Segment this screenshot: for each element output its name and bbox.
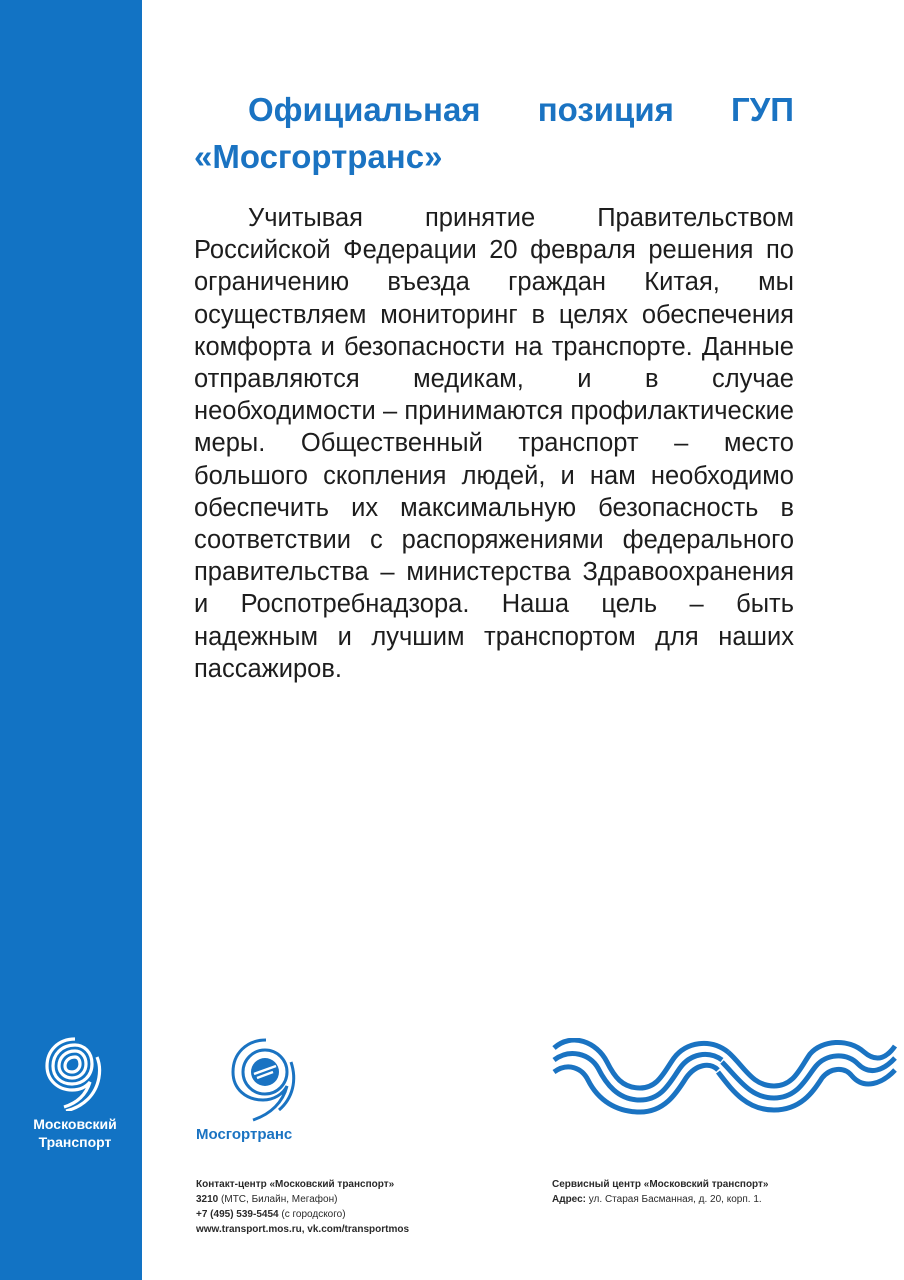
mosgortrans-logo-icon bbox=[196, 1036, 336, 1126]
moscow-transport-logo bbox=[20, 1035, 130, 1151]
contact-center-block bbox=[196, 1177, 409, 1237]
document-title bbox=[194, 86, 794, 180]
short-phone: 3210 bbox=[196, 1194, 219, 1205]
mosgortrans-logo-text: Мосгортранс bbox=[196, 1126, 293, 1143]
city-phone: +7 (495) 539-5454 bbox=[196, 1209, 279, 1220]
logo-text-line1: Московский bbox=[33, 1116, 117, 1132]
title-word: ГУП bbox=[731, 91, 794, 128]
address-value: ул. Старая Басманная, д. 20, корп. 1. bbox=[588, 1194, 762, 1205]
web-links: www.transport.mos.ru, vk.com/transportmos bbox=[196, 1224, 410, 1235]
title-line2: «Мосгортранс» bbox=[194, 138, 443, 175]
contact-heading: Контакт-центр «Московский транспорт» bbox=[196, 1179, 395, 1190]
nine-logo-icon bbox=[42, 1035, 108, 1111]
mos-wave-logo-icon bbox=[552, 1038, 897, 1118]
short-phone-note: (МТС, Билайн, Мегафон) bbox=[221, 1194, 338, 1205]
statement-body: Учитывая принятие Правительством Российской Федерации 20 февраля решения по ограничению въезда граждан Китая, мы осуществляем мониторинг в целях обеспечения комфорта и безопасности на транспорте. Данные отправляются медикам, и в случае необходимости – принимаются профилактические меры. Общественный транспорт – место большого скопления людей, и нам необходимо обеспечить их максимальную безопасность в соответствии с распоряжениями федерального правительства – министерства Здравоохранения и Роспотребнадзора. Наша цель – быть надежным и лучшим транспортом для наших пассажиров. bbox=[194, 204, 794, 683]
title-word: позиция bbox=[537, 91, 674, 128]
service-heading: Сервисный центр «Московский транспорт» bbox=[552, 1179, 769, 1190]
address-label: Адрес: bbox=[552, 1194, 586, 1205]
service-center-block bbox=[552, 1177, 769, 1207]
title-word: Официальная bbox=[248, 91, 481, 128]
logo-text-line2: Транспорт bbox=[38, 1134, 112, 1150]
city-phone-note: (с городского) bbox=[281, 1209, 346, 1220]
sidebar-band bbox=[0, 0, 142, 1280]
